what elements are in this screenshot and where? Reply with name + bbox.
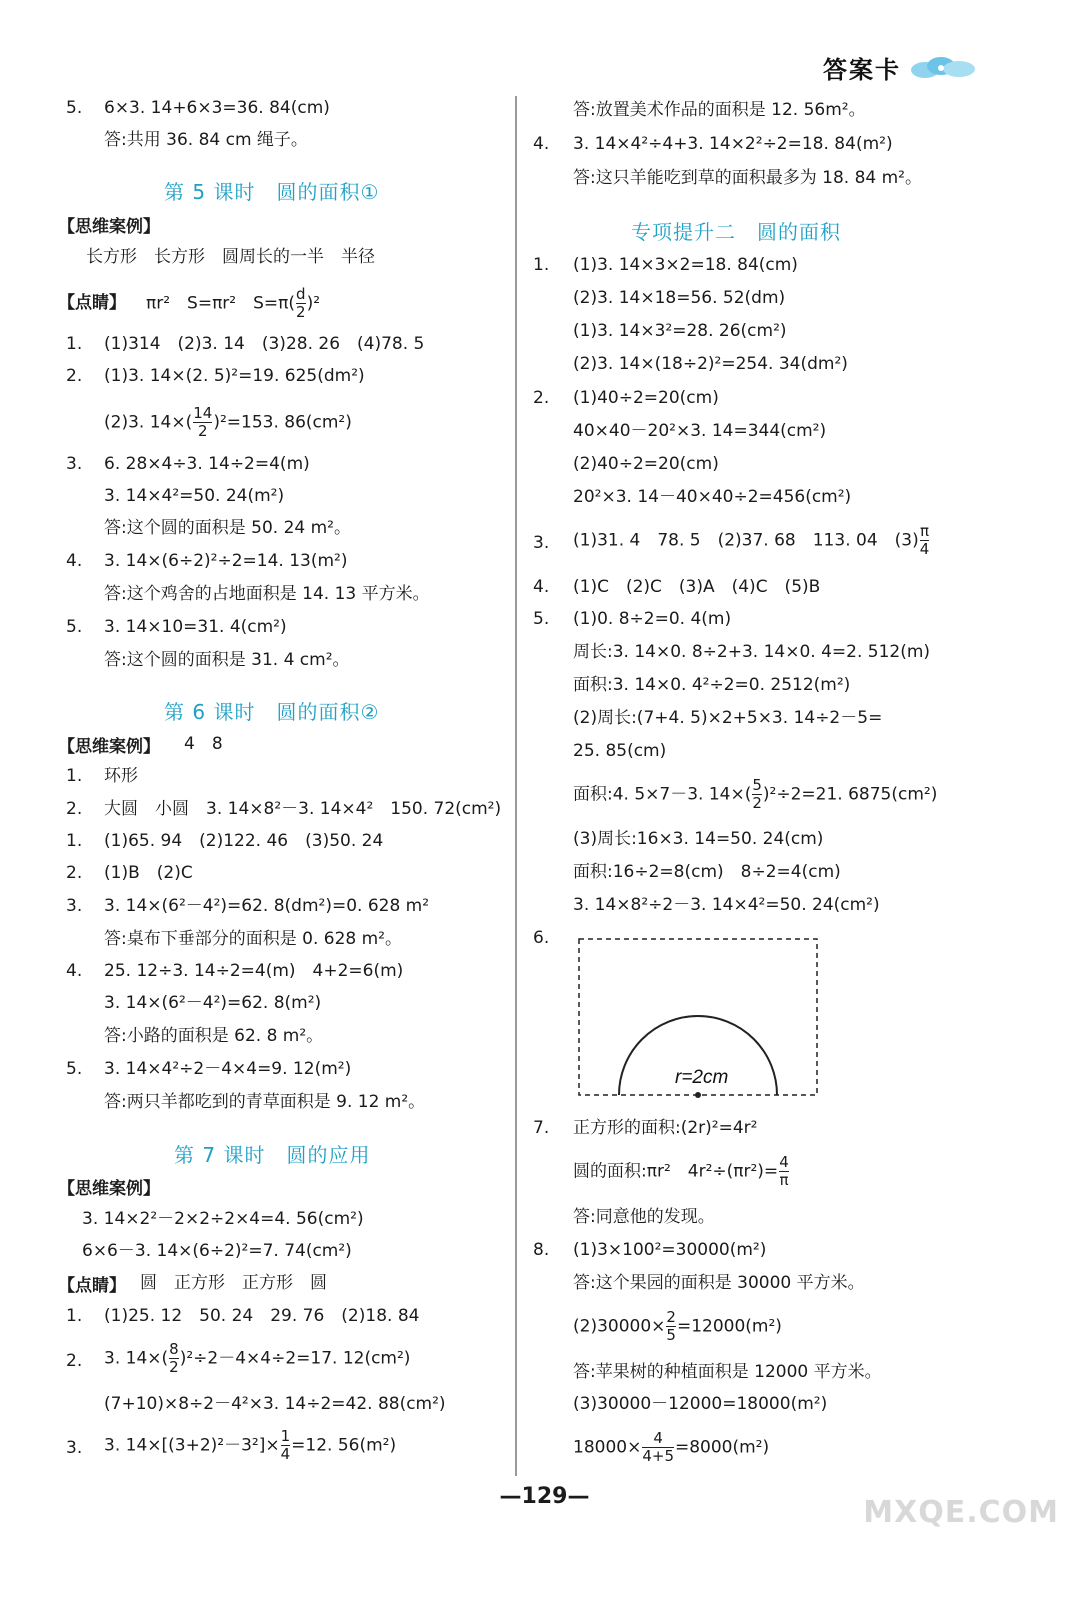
item-number: 2.: [66, 366, 83, 386]
item-number: 5.: [533, 609, 550, 629]
fraction: [296, 286, 306, 321]
answer-line: (1)65. 94 (2)122. 46 (3)50. 24: [104, 831, 384, 851]
section-tag: 【思维案例】: [58, 737, 160, 757]
item-number: 1.: [66, 831, 83, 851]
answer-line: 3. 14×10=31. 4(cm²): [104, 617, 287, 637]
section-title: 专项提升二 圆的面积: [631, 220, 841, 244]
answer-card-header: [823, 50, 981, 85]
formula-line: [146, 286, 320, 321]
column-divider: [515, 96, 517, 1476]
answer-line: 3. 14×4²÷4+3. 14×2²÷2=18. 84(m²): [573, 134, 893, 154]
denominator: π: [779, 1171, 789, 1189]
item-number: 5.: [66, 1059, 83, 1079]
numerator: d: [296, 285, 306, 303]
formula-line: [573, 1309, 782, 1344]
answer-line: (1)40÷2=20(cm): [573, 388, 719, 408]
item-number: 5.: [66, 98, 83, 118]
formula-text: )²÷2－4×4÷2=17. 12(cm²): [179, 1348, 411, 1369]
cloud-icon: [907, 55, 981, 81]
answer-line: 答:这个圆的面积是 50. 24 m²。: [104, 518, 351, 538]
answer-line: 答:苹果树的种植面积是 12000 平方米。: [573, 1362, 882, 1382]
answer-line: 答:共用 36. 84 cm 绳子。: [104, 130, 308, 150]
section-tag: 【点睛】: [58, 293, 126, 313]
fraction: [642, 1430, 674, 1465]
answer-line: 4 8: [184, 734, 223, 754]
answer-line: 20²×3. 14－40×40÷2=456(cm²): [573, 487, 852, 507]
answer-line: 面积:16÷2=8(cm) 8÷2=4(cm): [573, 862, 841, 882]
item-number: 4.: [533, 577, 550, 597]
item-number: 3.: [66, 1438, 83, 1458]
answer-line: (1)25. 12 50. 24 29. 76 (2)18. 84: [104, 1306, 420, 1326]
radius-label: r=2cm: [675, 1067, 729, 1088]
fraction: [666, 1309, 676, 1344]
answer-line: 3. 14×4²÷2－4×4=9. 12(m²): [104, 1059, 352, 1079]
formula-text: 圆的面积:πr² 4r²÷(πr²)=: [573, 1161, 779, 1182]
answer-line: 6. 28×4÷3. 14÷2=4(m): [104, 454, 310, 474]
denominator: 5: [666, 1326, 676, 1344]
answer-line: (1)0. 8÷2=0. 4(m): [573, 609, 732, 629]
answer-line: (2)周长:(7+4. 5)×2+5×3. 14÷2－5=: [573, 708, 883, 728]
numerator: 8: [169, 1340, 179, 1358]
answer-line: (3)30000－12000=18000(m²): [573, 1394, 828, 1414]
numerator: 4: [653, 1429, 663, 1447]
section-tag: 【点睛】: [58, 1276, 126, 1296]
answer-line: 3. 14×(6²－4²)=62. 8(m²): [104, 993, 322, 1013]
denominator: 2: [752, 794, 762, 812]
answer-line: 3. 14×(6²－4²)=62. 8(dm²)=0. 628 m²: [104, 896, 430, 916]
item-number: 4.: [66, 551, 83, 571]
item-number: 8.: [533, 1240, 550, 1260]
section-title: 第 7 课时 圆的应用: [174, 1143, 371, 1167]
answer-line: 答:这只羊能吃到草的面积最多为 18. 84 m²。: [573, 168, 922, 188]
answer-line: 25. 85(cm): [573, 741, 667, 761]
fraction: [281, 1428, 291, 1463]
answer-line: (2)3. 14×18=56. 52(dm): [573, 288, 786, 308]
answer-line: 3. 14×(6÷2)²÷2=14. 13(m²): [104, 551, 348, 571]
section-tag: 【思维案例】: [58, 217, 160, 237]
fraction: [193, 405, 212, 440]
formula-text: 3. 14×[(3+2)²－3²]×: [104, 1435, 280, 1456]
formula-text: =12000(m²): [676, 1316, 782, 1337]
section-title: 第 6 课时 圆的面积②: [164, 700, 380, 724]
center-point: [695, 1092, 701, 1098]
answer-line: 答:桌布下垂部分的面积是 0. 628 m²。: [104, 929, 402, 949]
denominator: 4: [280, 1445, 291, 1463]
answer-line: (1)3. 14×(2. 5)²=19. 625(dm²): [104, 366, 365, 386]
numerator: 1: [280, 1427, 291, 1445]
numerator: 14: [193, 404, 213, 422]
page-number: —129—: [499, 1484, 590, 1509]
answer-line: 长方形 长方形 圆周长的一半 半径: [86, 247, 375, 267]
formula-text: (2)30000×: [573, 1316, 666, 1337]
item-number: 3.: [533, 533, 550, 553]
answer-line: 圆 正方形 正方形 圆: [140, 1273, 327, 1293]
answer-line: (2)40÷2=20(cm): [573, 454, 719, 474]
item-number: 6.: [533, 928, 550, 948]
item-number: 2.: [66, 863, 83, 883]
numerator: 2: [666, 1308, 676, 1326]
item-number: 2.: [533, 388, 550, 408]
formula-text: (2)3. 14×(: [104, 412, 193, 433]
answer-line: 答:小路的面积是 62. 8 m²。: [104, 1026, 324, 1046]
answer-line: 3. 14×2²－2×2÷2×4=4. 56(cm²): [82, 1209, 364, 1229]
fraction: [169, 1341, 179, 1376]
answer-line: (1)3×100²=30000(m²): [573, 1240, 767, 1260]
item-number: 2.: [66, 1351, 83, 1371]
denominator: 2: [296, 303, 306, 321]
item-number: 7.: [533, 1118, 550, 1138]
item-number: 1.: [533, 255, 550, 275]
formula-line: [104, 405, 352, 440]
answer-line: 答:同意他的发现。: [573, 1207, 715, 1227]
header-title: 答案卡: [823, 56, 901, 84]
answer-line: 环形: [104, 766, 138, 786]
fraction: [752, 777, 762, 812]
answer-line: (7+10)×8÷2－4²×3. 14÷2=42. 88(cm²): [104, 1394, 446, 1414]
item-number: 3.: [66, 454, 83, 474]
answer-line: 答:两只羊都吃到的青草面积是 9. 12 m²。: [104, 1092, 426, 1112]
item-number: 1.: [66, 1306, 83, 1326]
fraction: [920, 523, 930, 558]
formula-text: =8000(m²): [674, 1437, 770, 1458]
item-number: 3.: [66, 896, 83, 916]
formula-text: πr² S=πr² S=π(: [146, 293, 296, 314]
answer-line: 正方形的面积:(2r)²=4r²: [573, 1118, 758, 1138]
formula-text: =12. 56(m²): [291, 1435, 397, 1456]
answer-line: (3)周长:16×3. 14=50. 24(cm): [573, 829, 824, 849]
item-number: 4.: [533, 134, 550, 154]
answer-line: 6×3. 14+6×3=36. 84(cm): [104, 98, 330, 118]
rectangle-semicircle-figure: [577, 937, 821, 1101]
formula-text: 3. 14×(: [104, 1348, 169, 1369]
answer-line: 3. 14×4²=50. 24(m²): [104, 486, 285, 506]
formula-text: 面积:4. 5×7－3. 14×(: [573, 784, 752, 805]
formula-line: [573, 523, 930, 558]
answer-line: 答:这个果园的面积是 30000 平方米。: [573, 1273, 865, 1293]
answer-line: (1)B (2)C: [104, 863, 193, 883]
answer-line: (1)3. 14×3×2=18. 84(cm): [573, 255, 798, 275]
answer-line: (1)C (2)C (3)A (4)C (5)B: [573, 577, 821, 597]
item-number: 5.: [66, 617, 83, 637]
answer-line: 周长:3. 14×0. 8÷2+3. 14×0. 4=2. 512(m): [573, 642, 931, 662]
answer-line: 25. 12÷3. 14÷2=4(m) 4+2=6(m): [104, 961, 404, 981]
formula-line: [573, 1154, 790, 1189]
section-title: 第 5 课时 圆的面积①: [164, 180, 380, 204]
formula-line: [573, 777, 937, 812]
answer-line: 40×40－20²×3. 14=344(cm²): [573, 421, 827, 441]
answer-line: 大圆 小圆 3. 14×8²－3. 14×4² 150. 72(cm²): [104, 799, 502, 819]
formula-text: 18000×: [573, 1437, 642, 1458]
fraction: [779, 1154, 789, 1189]
item-number: 4.: [66, 961, 83, 981]
answer-line: 答:这个圆的面积是 31. 4 cm²。: [104, 650, 350, 670]
formula-line: [573, 1430, 769, 1465]
item-number: 1.: [66, 766, 83, 786]
answer-line: 3. 14×8²÷2－3. 14×4²=50. 24(cm²): [573, 895, 880, 915]
denominator: 2: [169, 1358, 179, 1376]
section-tag: 【思维案例】: [58, 1179, 160, 1199]
answer-line: 答:放置美术作品的面积是 12. 56m²。: [573, 100, 866, 120]
denominator: 4: [919, 540, 930, 558]
formula-text: )²=153. 86(cm²): [213, 412, 352, 433]
answer-line: 面积:3. 14×0. 4²÷2=0. 2512(m²): [573, 675, 851, 695]
formula-line: [104, 1341, 410, 1376]
formula-text: )²÷2=21. 6875(cm²): [762, 784, 938, 805]
item-number: 1.: [66, 334, 83, 354]
item-number: 2.: [66, 799, 83, 819]
formula-text: )²: [306, 293, 321, 314]
formula-line: [104, 1428, 396, 1463]
numerator: 4: [779, 1153, 789, 1171]
answer-line: 6×6－3. 14×(6÷2)²=7. 74(cm²): [82, 1241, 352, 1261]
answer-line: (1)3. 14×3²=28. 26(cm²): [573, 321, 787, 341]
answer-line: (1)314 (2)3. 14 (3)28. 26 (4)78. 5: [104, 334, 425, 354]
numerator: 5: [752, 776, 762, 794]
answer-line: 答:这个鸡舍的占地面积是 14. 13 平方米。: [104, 584, 430, 604]
denominator: 2: [193, 422, 212, 440]
numerator: π: [919, 522, 929, 540]
watermark: MXQE.COM: [863, 1495, 1059, 1530]
denominator: 4+5: [642, 1447, 674, 1465]
formula-text: (1)31. 4 78. 5 (2)37. 68 113. 04 (3): [573, 530, 919, 551]
answer-line: (2)3. 14×(18÷2)²=254. 34(dm²): [573, 354, 848, 374]
